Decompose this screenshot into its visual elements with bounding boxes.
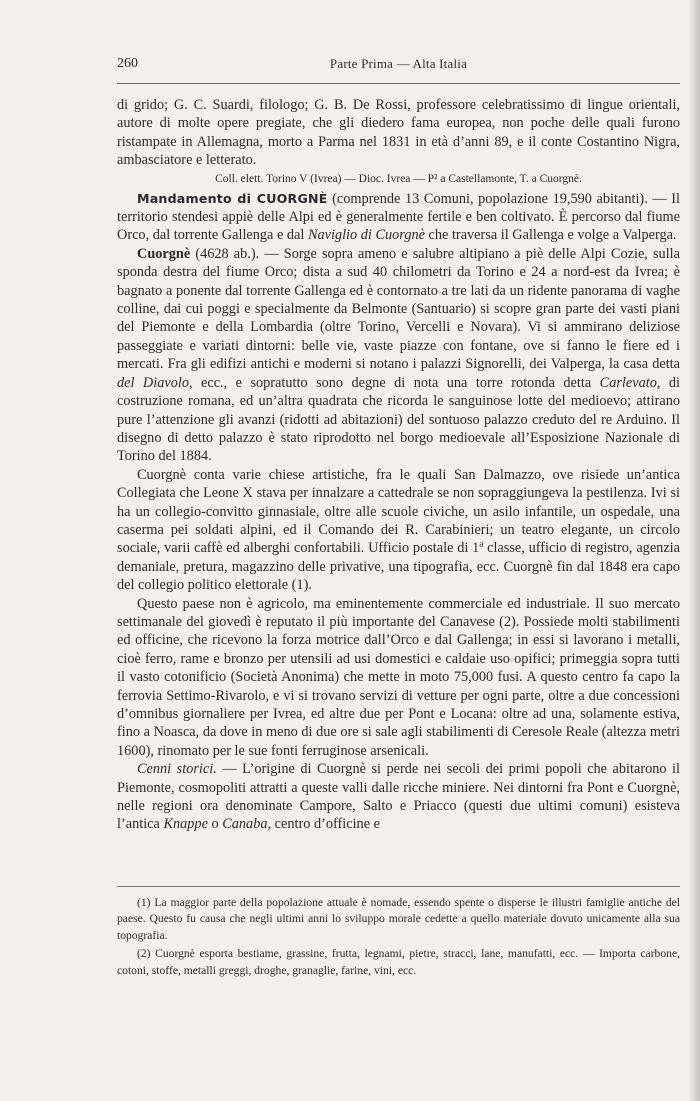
knappe-term: Knappe [163, 816, 208, 833]
footnotes [117, 895, 680, 979]
paragraph-notables: di grido; G. C. Suardi, filologo; G. B. De Rossi, professore celebratissimo di lingue orientali, autore di molte opere pregiate, che gli diedero fama europea, non poche delle quali furono ristampate in Allemagna, morto a Parma nel 1831 in età d’anni 89, e il conte Costantino Nigra, ambasciatore e letterato. [117, 97, 680, 169]
paragraph-chiese: Cuorgnè conta varie chiese artistiche, fra le quali San Dalmazzo, ove risiede un’antica Collegiata che Leone X stava per innalzare a cattedrale se non sopraggiungeva la pestilenza. Ivi si ha un collegio-convitto ginnasiale, oltre alle scuole civiche, un asilo infantile, un ospedale, una caserma pei soldati alpini, ed il Comando dei R. Carabinieri; un teatro elegante, un circolo sociale, varii caffè ed alberghi confortabili. Ufficio postale di 1ª classe, ufficio di registro, agenzia demaniale, pretura, magazzino delle privative, una tipografia, ecc. Cuorgnè fin dal 1848 era capo del collegio politico elettorale (1). [117, 466, 680, 594]
mandamento-heading: Mandamento di CUORGNÈ [137, 190, 328, 206]
paragraph-commercio: Questo paese non è agricolo, ma eminentemente commerciale ed industriale. Il suo mercato settimanale del giovedì è reputato il più importante del Canavese (2). Possiede molti stabilimenti ed officine, che ricevono la forza motrice dall’Orco e dal Gallenga; in essi si lavorano i metalli, cioè ferro, rame e bronzo per utensili ad usi domestici e caldaie uso opifici; primeggia sopra tutti il vasto cotonificio (Società Anonima) che mette in moto 75,000 fusi. A questo centro fa capo la ferrovia Settimo-Rivarolo, e vi si trovano servizi di vetture per ogni parte, oltre a due concessioni d’omnibus giornaliere per Ivrea, ed altre due per Pont e Locana: oltre ad una, solamente estiva, fino a Noasca, da dove in meno di due ore si sale agli stabilimenti di Ceresole Reale (altezza metri 1600), rinomato per le sue fonti ferruginose arsenicali. [117, 595, 680, 759]
paragraph-cuorgne: Cuorgnè (4628 ab.). — Sorge sopra ameno e salubre altipiano a piè delle Alpi Cozie, sulla sponda destra del fiume Orco; dista a sud 40 chilometri da Torino e 24 a nord-est da Ivrea; è bagnato a ponente dal torrente Gallenga ed è contornato a tre lati da un ridente panorama di vaghe colline, dai cui poggi e specialmente da Belmonte (Santuario) si scopre gran parte dei vasti piani del Piemonte e della Lombardia (oltre Torino, Vercelli e Novara). Vi si ammirano deliziose passeggiate e variati dintorni: belle vie, vaste piazze con fontane, ove si fanno le fiere ed i mercati. Fra gli edifizi antichi e moderni si notano i palazzi Signorelli, dei Valperga, la casa detta del Diavolo, ecc., e sopratutto sono degne di nota una torre rotonda detta Carlevato, di costruzione romana, ed un’altra quadrata che ricorda le sanguinose lotte del medioevo; attirano pure l’attenzione gli avanzi (ridotti ad abitazioni) del sontuoso palazzo creduto del re Arduino. Il disegno di detto palazzo è stato riprodotto nel borgo medioevale all’Esposizione Nazionale di Torino del 1884. [117, 245, 680, 465]
cuorgne-heading: Cuorgnè [137, 245, 191, 262]
main-text [117, 96, 680, 834]
page-number: 260 [117, 56, 138, 71]
paragraph-cenni-storici: Cenni storici. — L’origine di Cuorgnè si perde nei secoli dei primi popoli che abitarono il Piemonte, cosmopoliti attratti a queste valli dalle ricche miniere. Nei dintorni fra Pont e Cuorgnè, nelle regioni ora denominate Campore, Salto e Priacco (questi due ultimi comuni) esisteva l’antica Knappe o Canaba, centro d’officine e [117, 761, 681, 833]
electoral-note: Coll. elett. Torino V (Ivrea) — Dioc. Ivrea — P² a Castellamonte, T. a Cuorgnè. [215, 172, 582, 185]
naviglio-term: Naviglio di Cuorgnè [307, 227, 425, 244]
diavolo-term: del Diavolo [117, 374, 189, 391]
header-rule [117, 83, 680, 84]
page-header [117, 56, 680, 76]
footnote-rule [117, 886, 680, 887]
canaba-term: Canaba [222, 816, 268, 833]
running-title: Parte Prima — Alta Italia [329, 56, 468, 71]
page-edge-shadow [688, 0, 700, 1101]
cenni-heading: Cenni storici. [137, 761, 217, 778]
paragraph-mandamento: Mandamento di CUORGNÈ (comprende 13 Comuni, popolazione 19,590 abitanti). — Il territorio stendesi appiè delle Alpi ed è generalmente fertile e ben coltivato. È percorso dal fiume Orco, dal torrente Gallenga e dal Naviglio di Cuorgnè che traversa il Gallenga e volge a Valperga. [117, 190, 680, 244]
footnote-1: (1) La maggior parte della popolazione attuale è nomade, essendo spente o disperse le illustri famiglie antiche del paese. Questo fu causa che negli ultimi anni lo sviluppo morale cedette a quello materiale dovuto unicamente alla sua topografia. [117, 896, 680, 942]
carlevato-term: Carlevato [599, 374, 657, 391]
footnote-2: (2) Cuorgnè esporta bestiame, grassine, frutta, legnami, pietre, stracci, lane, manufatti, ecc. — Importa carbone, cotoni, stoffe, metalli greggi, droghe, granaglie, farine, vini, ecc. [117, 947, 680, 977]
